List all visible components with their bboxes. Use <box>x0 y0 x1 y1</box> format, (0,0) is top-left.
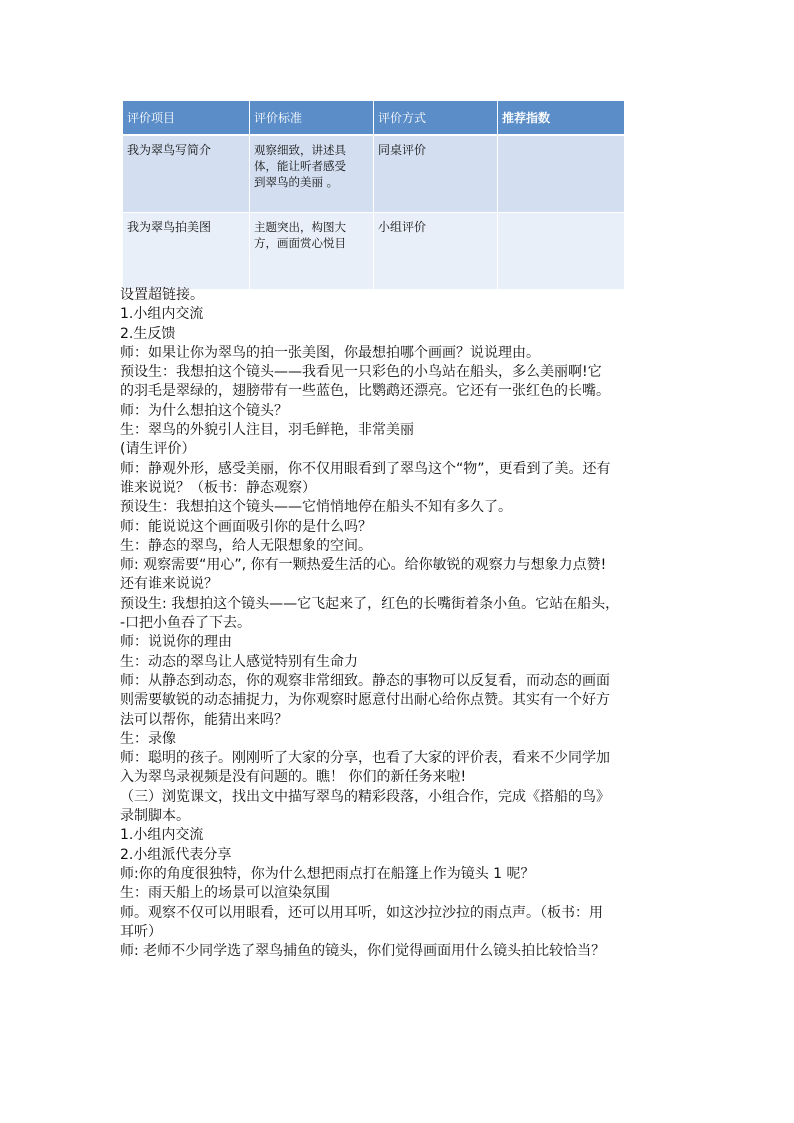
cell-item: 我为翠鸟拍美图 <box>123 213 250 290</box>
cell-rating <box>498 213 624 290</box>
cell-item: 我为翠鸟写简介 <box>123 136 250 213</box>
table-row <box>123 213 624 290</box>
text-line: -口把小鱼吞了下去。 <box>120 615 252 632</box>
text-line: 生：动态的翠鸟让人感觉特别有生命力 <box>120 653 358 670</box>
text-line: 生：雨天船上的场景可以渲染氛围 <box>120 885 330 902</box>
text-line: 师：说说你的理由 <box>120 634 232 651</box>
text-line: 师：能说说这个画面吸引你的是什么吗？ <box>120 518 372 535</box>
text-line: 师：如果让你为翠鸟的拍一张美图，你最想拍哪个画画？说说理由。 <box>120 344 540 361</box>
text-line: 法可以帮你，能猜出来吗？ <box>120 711 288 728</box>
text-line: 1.小组内交流 <box>120 306 204 323</box>
cell-rating <box>498 136 624 213</box>
text-line: 2.小组派代表分享 <box>120 846 232 863</box>
text-line: 师: 观察需要“用心”, 你有一颗热爱生活的心。给你敏锐的观察力与想象力点赞! <box>120 557 607 574</box>
text-line: 的羽毛是翠绿的，翅膀带有一些蓝色，比鹦鹉还漂亮。它还有一张红色的长嘴。 <box>120 383 610 400</box>
table-row <box>123 136 624 213</box>
cell-standard: 主题突出，构图大 方，画面赏心悦目 <box>250 213 374 290</box>
text-line: 预设生：我想拍这个镜头——我看见一只彩色的小鸟站在船头，多么美丽啊!它 <box>120 364 602 381</box>
cell-method: 同桌评价 <box>374 136 498 213</box>
text-line: 生：翠鸟的外貌引人注目，羽毛鲜艳，非常美丽 <box>120 422 414 439</box>
text-line: 耳听） <box>120 923 162 940</box>
text-line: 生：静态的翠鸟，给人无限想象的空间。 <box>120 537 372 554</box>
text-line: 师。观察不仅可以用眼看，还可以用耳听，如这沙拉沙拉的雨点声。（板书：用 <box>120 904 603 921</box>
text-line: 师：为什么想拍这个镜头？ <box>120 402 288 419</box>
text-line: 师：聪明的孩子。刚刚听了大家的分享，也看了大家的评价表，看来不少同学加 <box>120 750 610 767</box>
text-line: （三）浏览课文，找出文中描写翠鸟的精彩段落，小组合作，完成《搭船的鸟》 <box>120 788 610 805</box>
evaluation-table <box>123 101 624 290</box>
header-item: 评价项目 <box>123 101 250 136</box>
cell-method: 小组评价 <box>374 213 498 290</box>
text-line: 入为翠鸟录视频是没有问题的。瞧！ 你们的新任务来啦! <box>120 769 467 786</box>
cell-standard: 观察细致，讲述具 体，能让听者感受 到翠鸟的美丽 。 <box>250 136 374 213</box>
text-line: 录制脚本。 <box>120 808 190 825</box>
text-line: 师: 老师不少同学选了翠鸟捕鱼的镜头，你们觉得画面用什么镜头拍比较恰当？ <box>120 943 606 960</box>
header-standard: 评价标准 <box>250 101 374 136</box>
lesson-text <box>120 286 680 961</box>
text-line: 1.小组内交流 <box>120 827 204 844</box>
text-line: 生：录像 <box>120 730 176 747</box>
text-line: 2.生反馈 <box>120 325 176 342</box>
text-line: 师：静观外形，感受美丽，你不仅用眼看到了翠鸟这个“物”，更看到了美。还有 <box>120 460 611 477</box>
text-line: 还有谁来说说？ <box>120 576 218 593</box>
text-line: 预设生：我想拍这个镜头——它悄悄地停在船头不知有多久了。 <box>120 499 512 516</box>
text-line: 设置超链接。 <box>120 287 204 303</box>
text-line: 师:你的角度很独特，你为什么想把雨点打在船篷上作为镜头 1 呢？ <box>120 865 535 882</box>
text-line: (请生评价） <box>120 441 196 458</box>
table-header-row <box>123 101 624 136</box>
text-line: 则需要敏锐的动态捕捉力，为你观察时愿意付出耐心给你点赞。其实有一个好方 <box>120 692 610 709</box>
header-rating: 推荐指数 <box>498 101 624 136</box>
text-line: 谁来说说？（板书：静态观察） <box>120 479 316 496</box>
header-method: 评价方式 <box>374 101 498 136</box>
text-line: 师：从静态到动态，你的观察非常细致。静态的事物可以反复看，而动态的画面 <box>120 672 610 689</box>
text-line: 预设生: 我想拍这个镜头——它飞起来了，红色的长嘴街着条小鱼。它站在船头， <box>120 595 620 612</box>
